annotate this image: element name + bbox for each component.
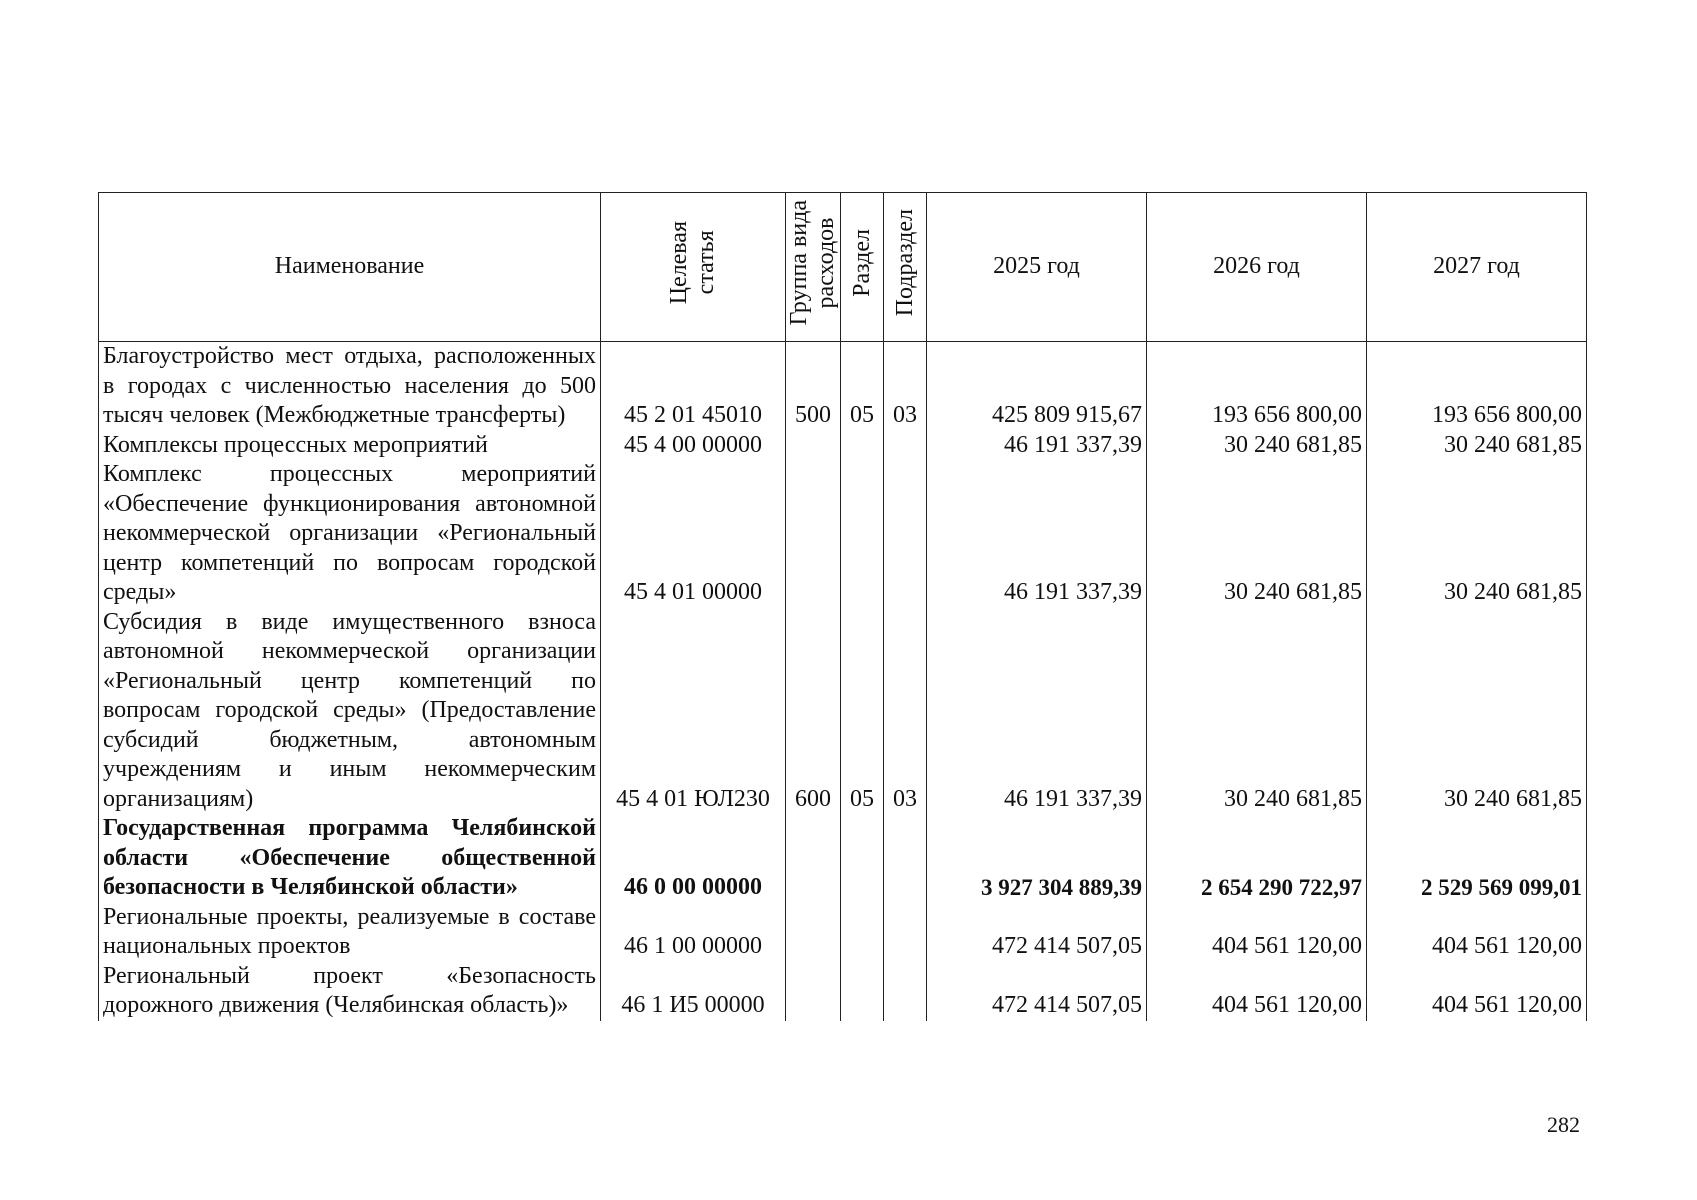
table-row [99,342,1587,431]
row-name: Комплексы процессных мероприятий [99,431,601,461]
header-2026: 2026 год [1147,193,1367,342]
row-2025: 472 414 507,05 [927,962,1147,1021]
row-code: 45 2 01 45010 [601,342,786,431]
row-group [786,460,841,608]
row-subsection [884,903,927,962]
header-subsection-label: Подраздел [891,209,918,317]
table-row [99,903,1587,962]
header-2027: 2027 год [1367,193,1587,342]
row-code: 45 4 01 00000 [601,460,786,608]
row-name: Региональные проекты, реализуемые в составе национальных проектов [99,903,601,962]
row-group [786,962,841,1021]
row-subsection [884,962,927,1021]
row-name: Комплекс процессных мероприятий «Обеспечение функционирования автономной некоммерческой организации «Региональный центр компетенций по вопросам городской среды» [99,460,601,608]
row-subsection [884,460,927,608]
row-2025: 46 191 337,39 [927,431,1147,461]
table-row [99,460,1587,608]
row-group [786,903,841,962]
row-section [841,903,884,962]
table-row [99,608,1587,815]
row-2025: 425 809 915,67 [927,342,1147,431]
header-group-line2: расходов [813,217,839,309]
row-name: Субсидия в виде имущественного взноса автономной некоммерческой организации «Региональный центр компетенций по вопросам городской среды» (Предоставление субсидий бюджетным, автономным учреждениям и иным некоммерческим организациям) [99,608,601,815]
row-2027: 404 561 120,00 [1367,903,1587,962]
budget-table [98,192,1587,1021]
row-2027: 30 240 681,85 [1367,460,1587,608]
row-subsection: 03 [884,342,927,431]
header-code-line1: Целевая [666,221,692,305]
header-group [786,193,841,342]
row-2027: 2 529 569 099,01 [1367,814,1587,903]
row-2027: 193 656 800,00 [1367,342,1587,431]
header-section [841,193,884,342]
row-section: 05 [841,608,884,815]
row-subsection [884,814,927,903]
row-section [841,460,884,608]
header-code-line2: статья [693,230,719,295]
row-2026: 404 561 120,00 [1147,903,1367,962]
row-2027: 30 240 681,85 [1367,431,1587,461]
row-name: Благоустройство мест отдыха, расположенных в городах с численностью населения до 500 тысяч человек (Межбюджетные трансферты) [99,342,601,431]
table-row [99,962,1587,1021]
row-2026: 193 656 800,00 [1147,342,1367,431]
header-2025: 2025 год [927,193,1147,342]
row-2026: 30 240 681,85 [1147,608,1367,815]
table-header-row [99,193,1587,342]
table-row [99,431,1587,461]
row-2026: 30 240 681,85 [1147,431,1367,461]
row-section: 05 [841,342,884,431]
row-2025: 46 191 337,39 [927,608,1147,815]
row-subsection [884,431,927,461]
row-2025: 46 191 337,39 [927,460,1147,608]
row-name: Государственная программа Челябинской области «Обеспечение общественной безопасности в Челябинской области» [99,814,601,903]
page-number: 282 [1547,1112,1580,1137]
row-group: 500 [786,342,841,431]
row-2026: 2 654 290 722,97 [1147,814,1367,903]
row-code: 45 4 01 ЮЛ230 [601,608,786,815]
row-code: 45 4 00 00000 [601,431,786,461]
header-subsection [884,193,927,342]
row-2027: 404 561 120,00 [1367,962,1587,1021]
row-section [841,962,884,1021]
header-section-label: Раздел [848,228,875,297]
header-group-line1: Группа вида [786,200,812,326]
row-code: 46 1 И5 00000 [601,962,786,1021]
row-name: Региональный проект «Безопасность дорожного движения (Челябинская область)» [99,962,601,1021]
row-2026: 404 561 120,00 [1147,962,1367,1021]
row-group [786,814,841,903]
row-2027: 30 240 681,85 [1367,608,1587,815]
row-2026: 30 240 681,85 [1147,460,1367,608]
row-group [786,431,841,461]
row-2025: 472 414 507,05 [927,903,1147,962]
header-code [601,193,786,342]
row-code: 46 1 00 00000 [601,903,786,962]
row-section [841,431,884,461]
row-group: 600 [786,608,841,815]
row-section [841,814,884,903]
row-2025: 3 927 304 889,39 [927,814,1147,903]
header-name: Наименование [99,193,601,342]
row-code: 46 0 00 00000 [601,814,786,903]
row-subsection: 03 [884,608,927,815]
table-row [99,814,1587,903]
